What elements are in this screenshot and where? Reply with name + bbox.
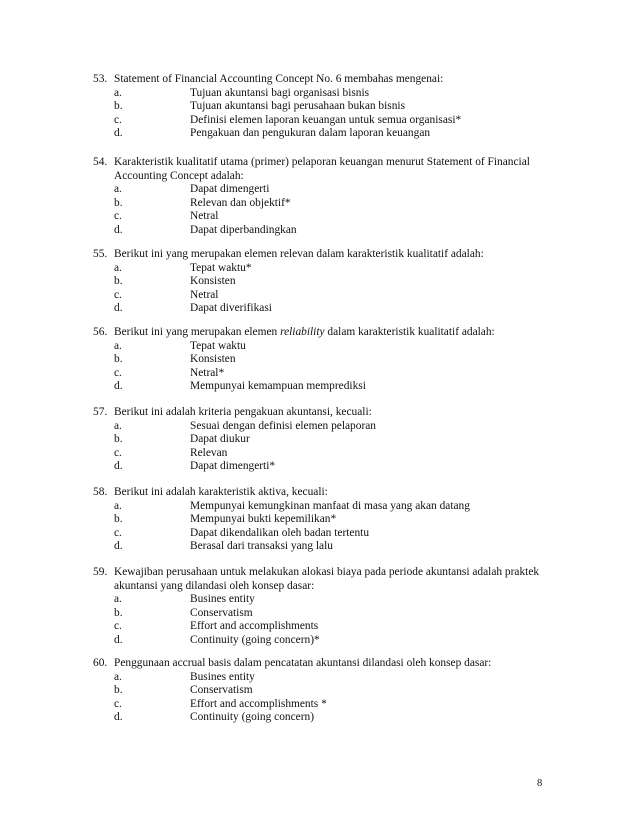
question-number: 54. xyxy=(93,156,108,168)
option-letter: c. xyxy=(114,113,122,126)
option-letter: d. xyxy=(114,127,123,140)
option-text: Pengakuan dan pengukuran dalam laporan keuangan xyxy=(190,127,431,140)
option-text: Conservatism xyxy=(190,684,253,697)
option-d xyxy=(114,380,558,394)
option-a xyxy=(114,500,558,514)
question-number: 53. xyxy=(93,73,108,85)
option-text: Dapat diukur xyxy=(190,433,250,446)
question-number: 56. xyxy=(93,326,108,338)
option-text: Dapat dikendalikan oleh badan tertentu xyxy=(190,526,370,539)
option-b xyxy=(114,353,558,367)
option-d xyxy=(114,302,558,316)
option-letter: d. xyxy=(114,380,123,393)
question-stem xyxy=(93,248,558,262)
question-58 xyxy=(93,486,558,554)
option-text: Netral xyxy=(190,288,219,301)
option-b xyxy=(114,607,558,621)
option-text: Definisi elemen laporan keuangan untuk semua organisasi* xyxy=(190,113,462,126)
option-b xyxy=(114,433,558,447)
option-letter: b. xyxy=(114,275,123,288)
option-letter: c. xyxy=(114,366,122,379)
question-text: Penggunaan accrual basis dalam pencatatan akuntansi dilandasi oleh konsep dasar: xyxy=(114,657,492,669)
option-letter: c. xyxy=(114,697,122,710)
option-a xyxy=(114,183,558,197)
option-c xyxy=(114,367,558,381)
option-c xyxy=(114,289,558,303)
option-b xyxy=(114,100,558,114)
question-stem xyxy=(93,566,558,593)
option-letter: a. xyxy=(114,499,122,512)
option-b xyxy=(114,684,558,698)
option-letter: b. xyxy=(114,196,123,209)
option-text: Dapat diperbandingkan xyxy=(190,223,297,236)
option-b xyxy=(114,513,558,527)
option-d xyxy=(114,540,558,554)
option-letter: a. xyxy=(114,339,122,352)
option-letter: d. xyxy=(114,460,123,473)
option-b xyxy=(114,197,558,211)
question-59 xyxy=(93,566,558,648)
question-stem xyxy=(93,156,558,183)
option-d xyxy=(114,634,558,648)
option-letter: b. xyxy=(114,606,123,619)
option-text: Conservatism xyxy=(190,606,253,619)
question-text-part: Berikut ini yang merupakan elemen xyxy=(114,326,281,338)
option-letter: b. xyxy=(114,684,123,697)
question-text: Karakteristik kualitatif utama (primer) pelaporan keuangan menurut Statement of Financial Accounting Concept adalah: xyxy=(114,156,530,182)
question-text: Berikut ini adalah karakteristik aktiva, kecuali: xyxy=(114,486,328,498)
question-number: 58. xyxy=(93,486,108,498)
option-d xyxy=(114,460,558,474)
option-text: Mempunyai kemampuan memprediksi xyxy=(190,380,366,393)
question-stem xyxy=(93,326,558,340)
option-text: Tepat waktu* xyxy=(190,261,252,274)
option-a xyxy=(114,671,558,685)
option-text: Netral* xyxy=(190,366,225,379)
option-a xyxy=(114,420,558,434)
question-55 xyxy=(93,248,558,316)
option-letter: b. xyxy=(114,100,123,113)
question-number: 57. xyxy=(93,406,108,418)
option-text: Dapat dimengerti* xyxy=(190,460,276,473)
option-letter: b. xyxy=(114,433,123,446)
option-letter: c. xyxy=(114,288,122,301)
option-b xyxy=(114,275,558,289)
option-letter: b. xyxy=(114,353,123,366)
question-53 xyxy=(93,73,558,141)
option-a xyxy=(114,593,558,607)
option-text: Mempunyai kemungkinan manfaat di masa yang akan datang xyxy=(190,499,470,512)
question-56 xyxy=(93,326,558,394)
option-letter: a. xyxy=(114,183,122,196)
question-57 xyxy=(93,406,558,474)
question-text: Statement of Financial Accounting Concept No. 6 membahas mengenai: xyxy=(114,73,444,85)
option-text: Busines entity xyxy=(190,593,255,606)
question-number: 55. xyxy=(93,248,108,260)
option-letter: d. xyxy=(114,223,123,236)
option-text: Tujuan akuntansi bagi perusahaan bukan bisnis xyxy=(190,100,406,113)
question-60 xyxy=(93,657,558,725)
option-text: Relevan xyxy=(190,446,228,459)
question-text: Berikut ini adalah kriteria pengakuan akuntansi, kecuali: xyxy=(114,406,372,418)
question-text-italic: reliability xyxy=(280,326,325,338)
option-c xyxy=(114,114,558,128)
option-letter: c. xyxy=(114,620,122,633)
question-54 xyxy=(93,156,558,238)
option-text: Relevan dan objektif* xyxy=(190,196,291,209)
question-text: Kewajiban perusahaan untuk melakukan alokasi biaya pada periode akuntansi adalah praktek akuntansi yang dilandasi oleh konsep dasar: xyxy=(114,566,540,592)
question-stem xyxy=(93,657,558,671)
option-letter: a. xyxy=(114,261,122,274)
option-letter: b. xyxy=(114,513,123,526)
option-text: Continuity (going concern) xyxy=(190,711,315,724)
option-text: Sesuai dengan definisi elemen pelaporan xyxy=(190,419,376,432)
option-d xyxy=(114,224,558,238)
option-text: Busines entity xyxy=(190,670,255,683)
question-stem xyxy=(93,406,558,420)
option-text: Continuity (going concern)* xyxy=(190,633,320,646)
option-c xyxy=(114,210,558,224)
option-text: Netral xyxy=(190,210,219,223)
option-text: Berasal dari transaksi yang lalu xyxy=(190,540,333,553)
option-a xyxy=(114,87,558,101)
option-text: Dapat diverifikasi xyxy=(190,302,272,315)
option-c xyxy=(114,447,558,461)
option-letter: c. xyxy=(114,526,122,539)
option-letter: d. xyxy=(114,540,123,553)
option-text: Mempunyai bukti kepemilikan* xyxy=(190,513,337,526)
question-stem xyxy=(93,486,558,500)
page-number: 8 xyxy=(537,778,543,789)
option-text: Tujuan akuntansi bagi organisasi bisnis xyxy=(190,86,370,99)
option-letter: d. xyxy=(114,711,123,724)
option-a xyxy=(114,340,558,354)
question-text xyxy=(114,326,558,340)
option-letter: d. xyxy=(114,302,123,315)
option-c xyxy=(114,620,558,634)
question-number: 59. xyxy=(93,566,108,578)
option-letter: a. xyxy=(114,86,122,99)
option-text: Effort and accomplishments xyxy=(190,620,319,633)
option-text: Dapat dimengerti xyxy=(190,183,270,196)
question-text: Berikut ini yang merupakan elemen relevan dalam karakteristik kualitatif adalah: xyxy=(114,248,484,260)
option-a xyxy=(114,262,558,276)
option-letter: c. xyxy=(114,446,122,459)
option-text: Effort and accomplishments * xyxy=(190,697,327,710)
option-text: Konsisten xyxy=(190,275,236,288)
option-letter: a. xyxy=(114,419,122,432)
option-d xyxy=(114,711,558,725)
option-letter: d. xyxy=(114,633,123,646)
option-letter: a. xyxy=(114,593,122,606)
option-letter: c. xyxy=(114,210,122,223)
option-text: Konsisten xyxy=(190,353,236,366)
option-d xyxy=(114,127,558,141)
question-stem xyxy=(93,73,558,87)
option-letter: a. xyxy=(114,670,122,683)
option-c xyxy=(114,698,558,712)
question-text-part: dalam karakteristik kualitatif adalah: xyxy=(324,326,495,338)
question-number: 60. xyxy=(93,657,108,669)
option-c xyxy=(114,527,558,541)
option-text: Tepat waktu xyxy=(190,339,246,352)
